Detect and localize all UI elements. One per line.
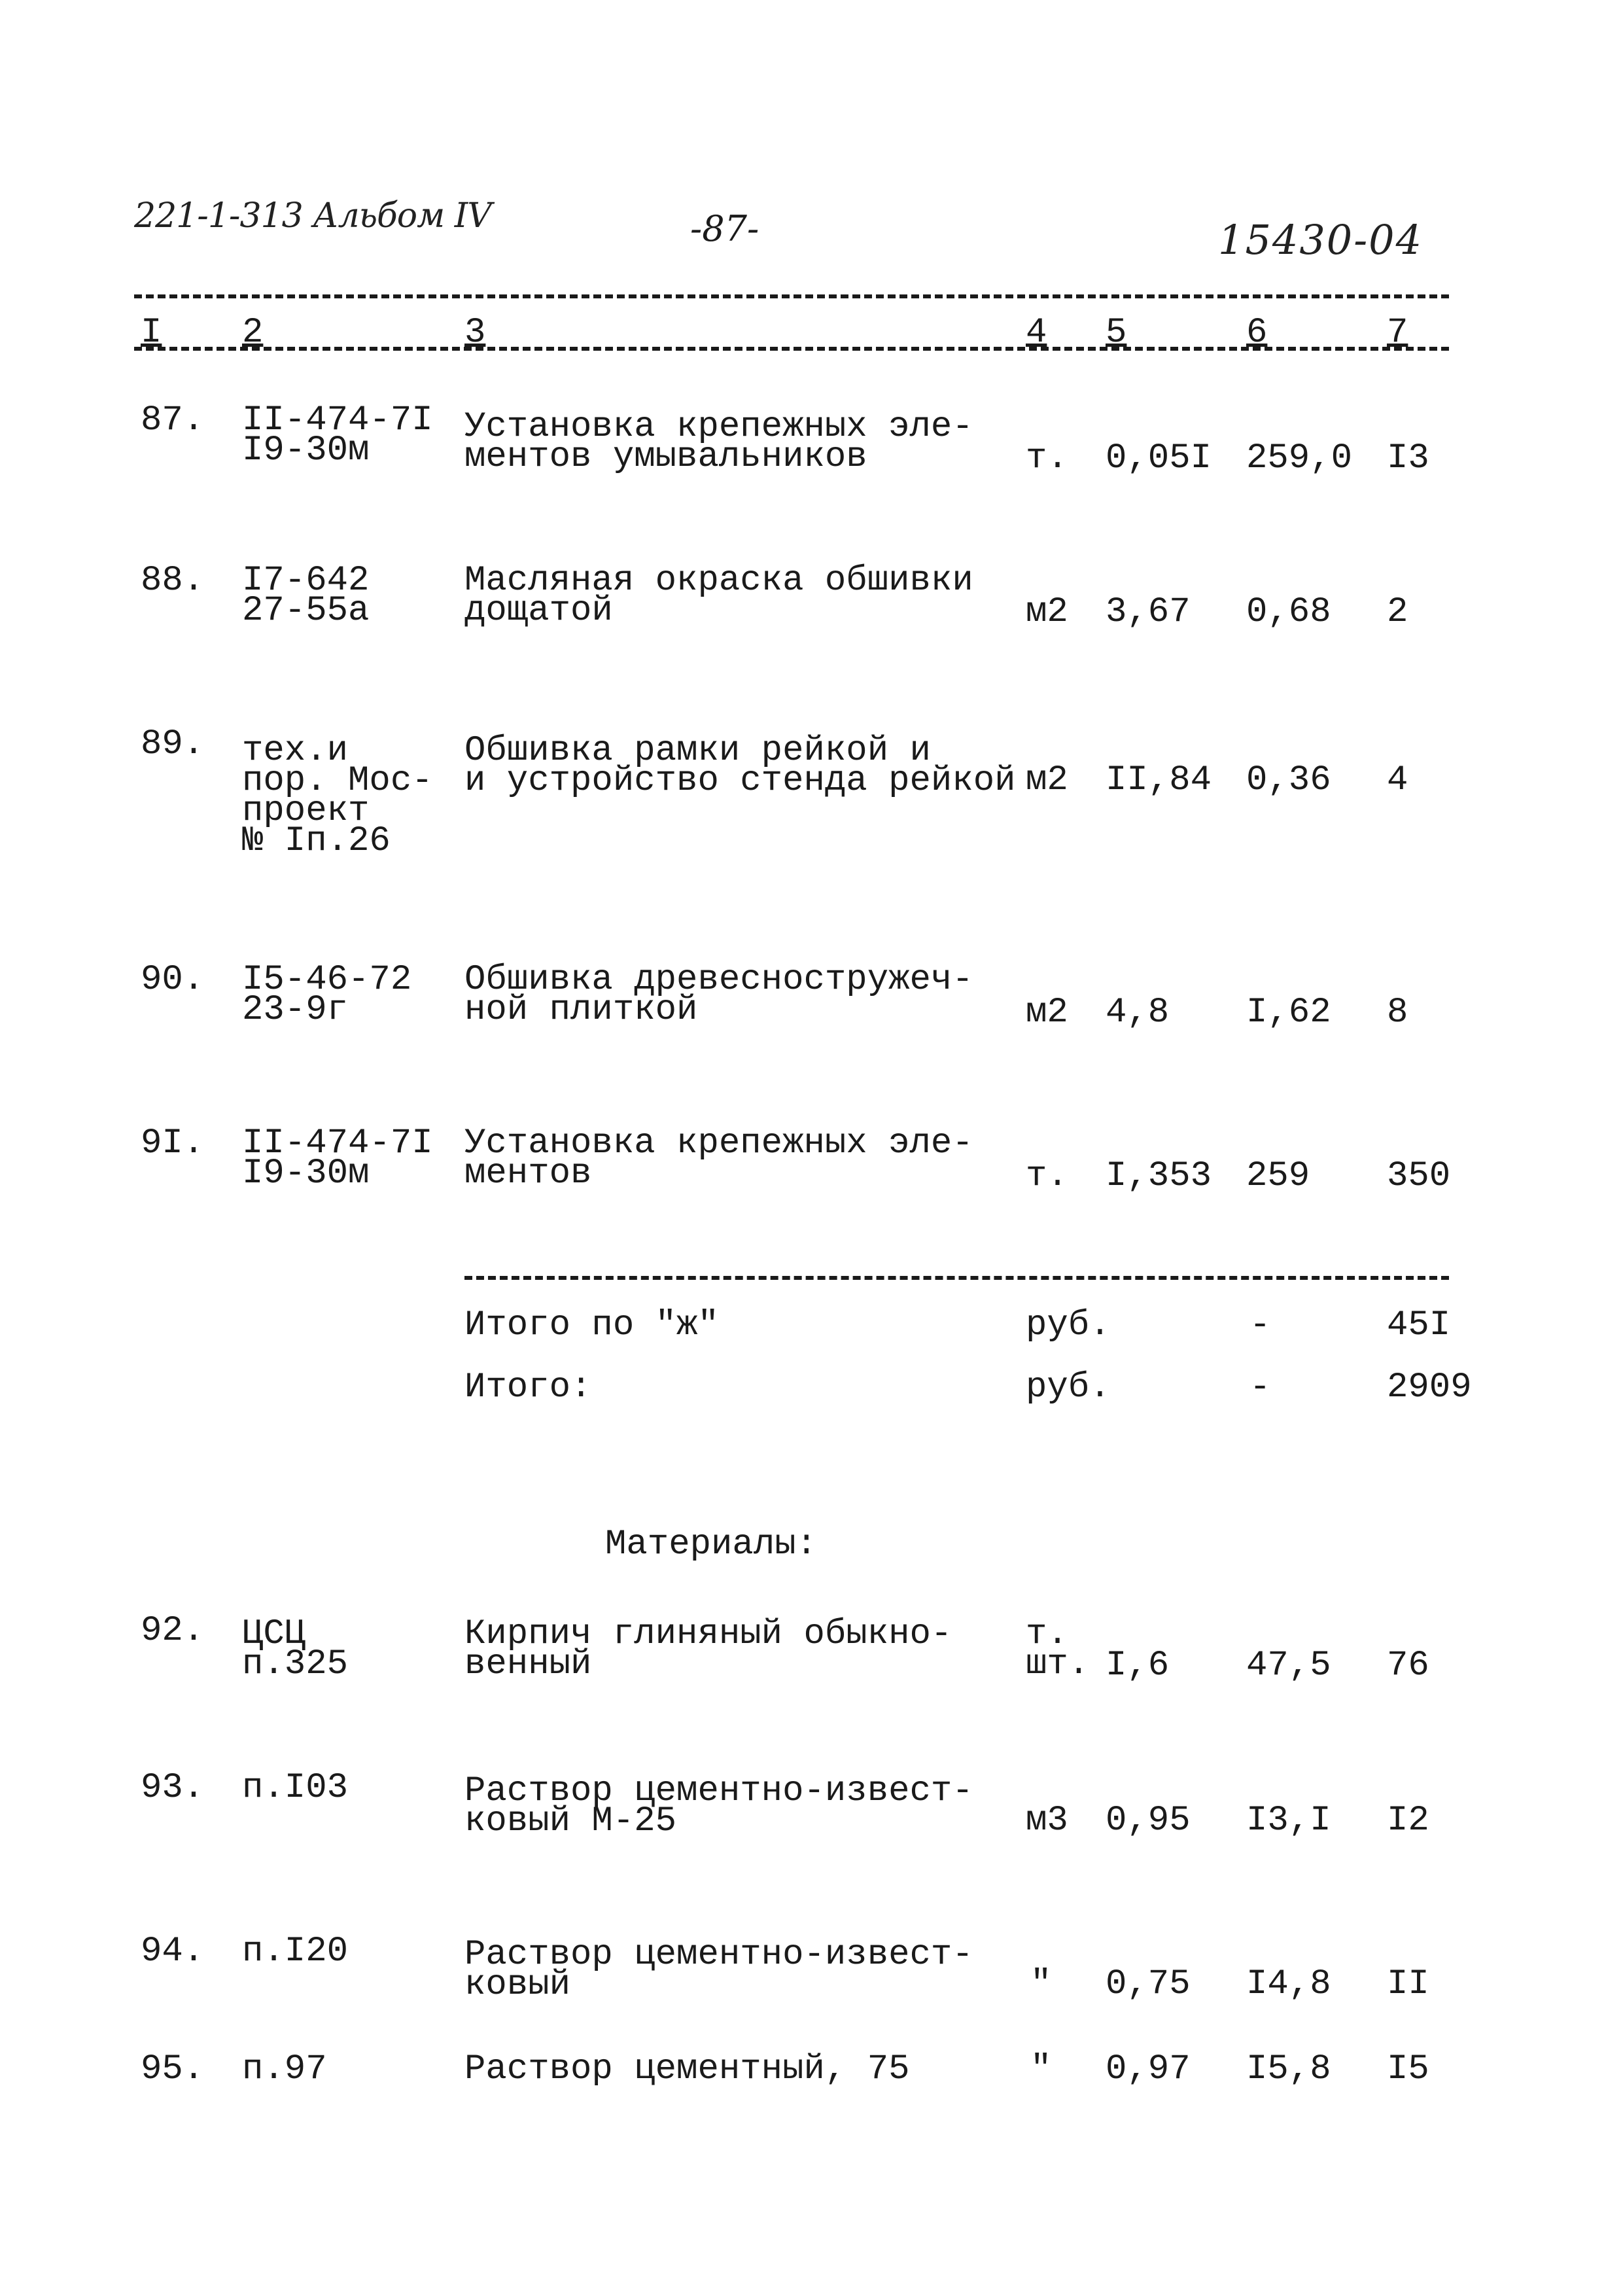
row-price: 259,0 [1246,438,1353,478]
row-price: 259 [1246,1156,1310,1196]
row-description: Установка крепежных эле- ментов умывальников [464,407,973,477]
material-total: I2 [1387,1801,1429,1841]
row-price: I,62 [1246,993,1331,1033]
row-number: 90. [141,960,205,1000]
material-quantity: 0,97 [1106,2049,1191,2089]
materials-title: Материалы: [605,1525,818,1564]
row-total: 2 [1387,592,1408,632]
row-number: 9I. [141,1123,205,1163]
column-1-header: I [141,313,162,353]
grand-total-price: - [1249,1368,1271,1407]
row-code: тех.и пор. Мос- проект № Iп.26 [242,731,433,861]
row-total: I3 [1387,438,1429,478]
material-unit: м3 [1026,1801,1068,1841]
row-total: 350 [1387,1156,1451,1196]
column-2-header: 2 [242,313,264,353]
row-description: Масляная окраска обшивки дощатой [464,561,973,631]
material-number: 95. [141,2049,205,2089]
row-code: II-474-7I I9-30м [242,1123,433,1193]
page-number: -87- [690,208,759,249]
row-code: I7-642 27-55а [242,561,370,631]
row-description: Установка крепежных эле- ментов [464,1123,973,1193]
row-description: Обшивка древесностружеч- ной плиткой [464,960,973,1030]
subtotal-label: Итого по "ж" [464,1305,719,1345]
row-quantity: II,84 [1106,760,1212,800]
material-price: I4,8 [1246,1964,1331,2004]
subtotal-rule [464,1276,1449,1280]
material-price: I5,8 [1246,2049,1331,2089]
row-description: Обшивка рамки рейкой и и устройство стенда рейкой [464,731,1016,801]
material-total: I5 [1387,2049,1429,2089]
column-3-header: 3 [464,313,486,353]
row-unit: т. [1026,1156,1068,1196]
material-unit: т. шт. [1026,1614,1090,1684]
material-total: II [1387,1964,1429,2004]
document-reference: 221-1-313 Альбом IV [134,196,491,236]
material-description: Раствор цементно-извест- ковый [464,1935,973,2005]
row-unit: м2 [1026,592,1068,632]
row-unit: м2 [1026,760,1068,800]
material-quantity: 0,95 [1106,1801,1191,1841]
material-description: Раствор цементно-извест- ковый М-25 [464,1771,973,1841]
row-quantity: 3,67 [1106,592,1191,632]
subtotal-price: - [1249,1305,1271,1345]
material-code: п.I20 [242,1932,349,1971]
row-quantity: 4,8 [1106,993,1170,1033]
material-code: ЦСЦ п.325 [242,1614,349,1684]
material-description: Кирпич глиняный обыкно- венный [464,1614,952,1684]
material-unit: " [1030,1964,1052,2004]
header-top-rule [134,294,1449,298]
subtotal-unit: руб. [1026,1305,1111,1345]
material-quantity: 0,75 [1106,1964,1191,2004]
header-bottom-rule [134,347,1449,351]
material-quantity: I,6 [1106,1646,1170,1686]
grand-total-label: Итого: [464,1368,592,1407]
row-price: 0,68 [1246,592,1331,632]
material-price: 47,5 [1246,1646,1331,1686]
material-price: I3,I [1246,1801,1331,1841]
material-code: п.I03 [242,1768,349,1808]
material-unit: " [1030,2049,1052,2089]
row-total: 4 [1387,760,1408,800]
document-code: 15430-04 [1218,216,1423,264]
row-number: 88. [141,561,205,601]
row-total: 8 [1387,993,1408,1033]
material-code: п.97 [242,2049,327,2089]
subtotal-total: 45I [1387,1305,1451,1345]
material-description: Раствор цементный, 75 [464,2049,910,2089]
row-unit: т. [1026,438,1068,478]
column-5-header: 5 [1106,313,1127,353]
row-unit: м2 [1026,993,1068,1033]
column-6-header: 6 [1246,313,1268,353]
row-number: 89. [141,724,205,764]
column-7-header: 7 [1387,313,1408,353]
row-code: II-474-7I I9-30м [242,400,433,470]
material-number: 93. [141,1768,205,1808]
row-code: I5-46-72 23-9г [242,960,412,1030]
material-number: 92. [141,1611,205,1651]
row-quantity: I,353 [1106,1156,1212,1196]
grand-total-total: 2909 [1387,1368,1472,1407]
material-total: 76 [1387,1646,1429,1686]
row-price: 0,36 [1246,760,1331,800]
row-number: 87. [141,400,205,440]
row-quantity: 0,05I [1106,438,1212,478]
material-number: 94. [141,1932,205,1971]
column-4-header: 4 [1026,313,1047,353]
grand-total-unit: руб. [1026,1368,1111,1407]
